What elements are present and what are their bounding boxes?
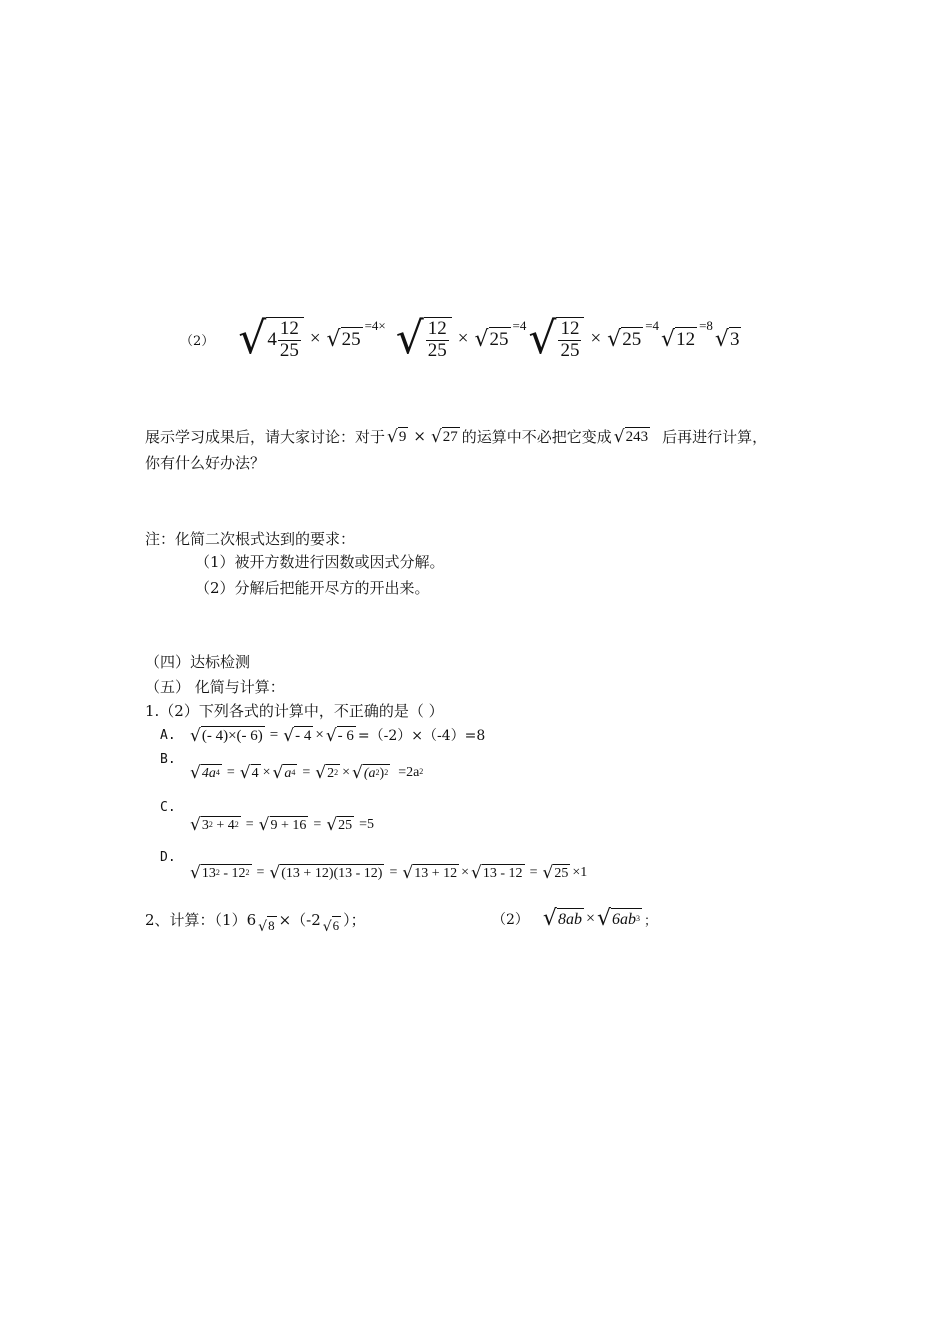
option-c-label: C. bbox=[160, 800, 176, 815]
discussion-text-1: 展示学习成果后，请大家讨论：对于 bbox=[145, 427, 386, 446]
radical-sign-icon: √ bbox=[238, 313, 267, 365]
radical-b4: √ 2 $^2$ bbox=[315, 763, 339, 783]
radical-sign-icon: √ bbox=[283, 725, 295, 746]
option-d-label: D. bbox=[160, 850, 176, 865]
radical-sign-icon: √ bbox=[402, 863, 414, 883]
result-exponent: 2 bbox=[419, 766, 424, 776]
times-sign: × bbox=[585, 910, 595, 927]
radical-sign-icon: √ bbox=[325, 725, 337, 746]
equals-sign: = bbox=[529, 865, 538, 880]
equals-sign: = bbox=[313, 817, 322, 832]
radical-sign-icon: √ bbox=[471, 863, 482, 883]
radical-d5: √ 25 bbox=[542, 863, 569, 883]
radical-c1: √ 3 $^2$ + 4 $^2$ bbox=[190, 815, 239, 835]
mixed-whole: 4 bbox=[267, 329, 277, 350]
question-2-label: 2、计算：（1）6 bbox=[145, 910, 257, 929]
radical-c2: √ 9 + 16 bbox=[258, 815, 307, 835]
equals-4: =4 bbox=[645, 318, 660, 333]
section-4-heading: （四）达标检测 bbox=[145, 653, 251, 671]
radical-sign-icon: √ bbox=[528, 313, 557, 365]
radical-sign-icon: √ bbox=[395, 313, 424, 365]
equals-4: =4 bbox=[512, 318, 527, 333]
option-d bbox=[188, 860, 587, 886]
equals-sign: = bbox=[226, 765, 235, 780]
times-sign: × bbox=[457, 328, 469, 349]
radical-sign-icon: √ bbox=[190, 815, 201, 835]
radical-d4: √ 13 - 12 bbox=[471, 863, 523, 883]
radical-c3: √ 25 bbox=[326, 815, 353, 835]
equals-4-times: =4× bbox=[364, 318, 386, 333]
radical-sign-icon: √ bbox=[387, 426, 398, 447]
option-d-tail: ×1 bbox=[572, 865, 588, 880]
radical-sign-icon: √ bbox=[272, 763, 284, 783]
question-2-part-1 bbox=[145, 904, 366, 934]
question-1-stem: 1.（2）下列各式的计算中，不正确的是（ ） bbox=[145, 702, 444, 720]
option-a-label: A. bbox=[160, 727, 176, 743]
equals-sign: = bbox=[256, 865, 265, 880]
radical-sign-icon: √ bbox=[190, 863, 201, 883]
times-sign: × bbox=[413, 427, 426, 445]
discussion-text-2: 的运算中不必把它变成 bbox=[461, 427, 612, 446]
equals-sign: = bbox=[245, 817, 254, 832]
radical-6ab3: √ 6ab $^3$ bbox=[596, 906, 641, 931]
discussion-line-1 bbox=[145, 424, 767, 448]
radical-b3: √ a $^4$ bbox=[272, 763, 296, 783]
equals-sign: = bbox=[389, 865, 398, 880]
radical-a1: √ (- 4)×(- 6) bbox=[190, 725, 263, 746]
radical-a2: √ - 4 bbox=[283, 725, 312, 746]
radical-sign-icon: √ bbox=[607, 327, 622, 352]
equals-8: =8 bbox=[699, 318, 713, 333]
radical-b1: √ 4a $^4$ bbox=[190, 763, 220, 783]
example-2-equation bbox=[180, 314, 743, 364]
radical-sign-icon: √ bbox=[269, 863, 281, 883]
radical-b2: √ 4 bbox=[239, 763, 259, 783]
question-2-sub-label: （2） bbox=[492, 912, 529, 928]
result: =2a bbox=[398, 765, 420, 780]
radical-8ab: √ 8ab bbox=[542, 906, 582, 931]
radical-d2: √ (13 + 12)(13 - 12) bbox=[269, 863, 383, 883]
radical-sign-icon: √ bbox=[322, 919, 332, 935]
section-5-heading: （五） 化简与计算： bbox=[145, 678, 285, 696]
radical-27: √ 27 bbox=[430, 426, 458, 447]
radical-d3: √ 13 + 12 bbox=[402, 863, 458, 883]
times-sign: × bbox=[309, 328, 321, 349]
radical-8: √ 8 bbox=[258, 918, 275, 935]
radical-12-25 bbox=[395, 313, 452, 365]
equals-sign: = bbox=[269, 726, 279, 743]
equals-sign: = bbox=[302, 765, 311, 780]
radical-sign-icon: √ bbox=[542, 863, 554, 883]
radical-d1: √ 13 $^2$ - 12 $^2$ bbox=[190, 863, 250, 883]
option-c bbox=[188, 812, 374, 838]
option-b bbox=[188, 760, 423, 786]
radical-25: √ 25 bbox=[326, 327, 361, 352]
fraction: $\frac{12}{25}$ bbox=[560, 317, 580, 361]
radical-sign-icon: √ bbox=[596, 906, 612, 931]
radical-b5: √ (a $^2$ ) $^2$ bbox=[352, 763, 389, 783]
times-sign: × bbox=[590, 328, 602, 349]
radical-sign-icon: √ bbox=[315, 763, 327, 783]
radical-243: √ 243 bbox=[613, 426, 649, 447]
radical-25: √ 25 bbox=[474, 327, 509, 352]
radical-a3: √ - 6 bbox=[325, 725, 354, 746]
option-b-label: B. bbox=[160, 752, 176, 767]
fraction: $\frac{12}{25}$ bbox=[279, 317, 299, 361]
radical-sign-icon: √ bbox=[239, 763, 251, 783]
note-title: 注：化简二次根式达到的要求： bbox=[145, 530, 356, 548]
option-a bbox=[160, 723, 485, 747]
radical-sign-icon: √ bbox=[613, 426, 625, 447]
example-label: （2） bbox=[180, 333, 215, 349]
question-2-part-2 bbox=[492, 904, 657, 934]
times-sign: × bbox=[262, 765, 271, 780]
radical-sign-icon: √ bbox=[714, 327, 729, 352]
times-sign: × bbox=[461, 865, 470, 880]
note-item-1: （1）被开方数进行因数或因式分解。 bbox=[195, 553, 445, 571]
option-a-tail: =（-2）×（-4）=8 bbox=[357, 728, 486, 744]
radical-4-12-25 bbox=[238, 313, 304, 365]
radical-sign-icon: √ bbox=[352, 763, 363, 783]
discussion-line-2: 你有什么好办法？ bbox=[145, 454, 266, 472]
question-2-end: ）； bbox=[343, 910, 366, 929]
radical-sign-icon: √ bbox=[430, 426, 442, 447]
times-sign: × bbox=[342, 765, 350, 780]
radical-sign-icon: √ bbox=[474, 327, 489, 352]
radical-sign-icon: √ bbox=[326, 815, 338, 835]
radical-6: √ 6 bbox=[322, 918, 340, 935]
radical-sign-icon: √ bbox=[258, 815, 270, 835]
result: =5 bbox=[359, 817, 375, 832]
radical-3: √ 3 bbox=[714, 327, 740, 352]
radical-sign-icon: √ bbox=[190, 763, 201, 783]
discussion-text-3: 后再进行计算， bbox=[662, 427, 768, 446]
note-item-2: （2）分解后把能开尽方的开出来。 bbox=[195, 579, 430, 597]
question-2-middle: ×（-2 bbox=[278, 910, 321, 929]
radical-sign-icon: √ bbox=[258, 919, 268, 935]
radical-12: √ 12 bbox=[661, 327, 696, 352]
radical-9: √ 9 bbox=[387, 426, 407, 447]
fraction: $\frac{12}{25}$ bbox=[427, 317, 447, 361]
radical-sign-icon: √ bbox=[542, 906, 557, 931]
semicolon: ； bbox=[644, 912, 658, 928]
radical-sign-icon: √ bbox=[326, 327, 341, 352]
radical-12-25 bbox=[528, 313, 584, 365]
radical-25: √ 25 bbox=[607, 327, 642, 352]
radical-sign-icon: √ bbox=[661, 327, 676, 352]
times-sign: × bbox=[315, 726, 324, 743]
radical-sign-icon: √ bbox=[190, 725, 201, 746]
